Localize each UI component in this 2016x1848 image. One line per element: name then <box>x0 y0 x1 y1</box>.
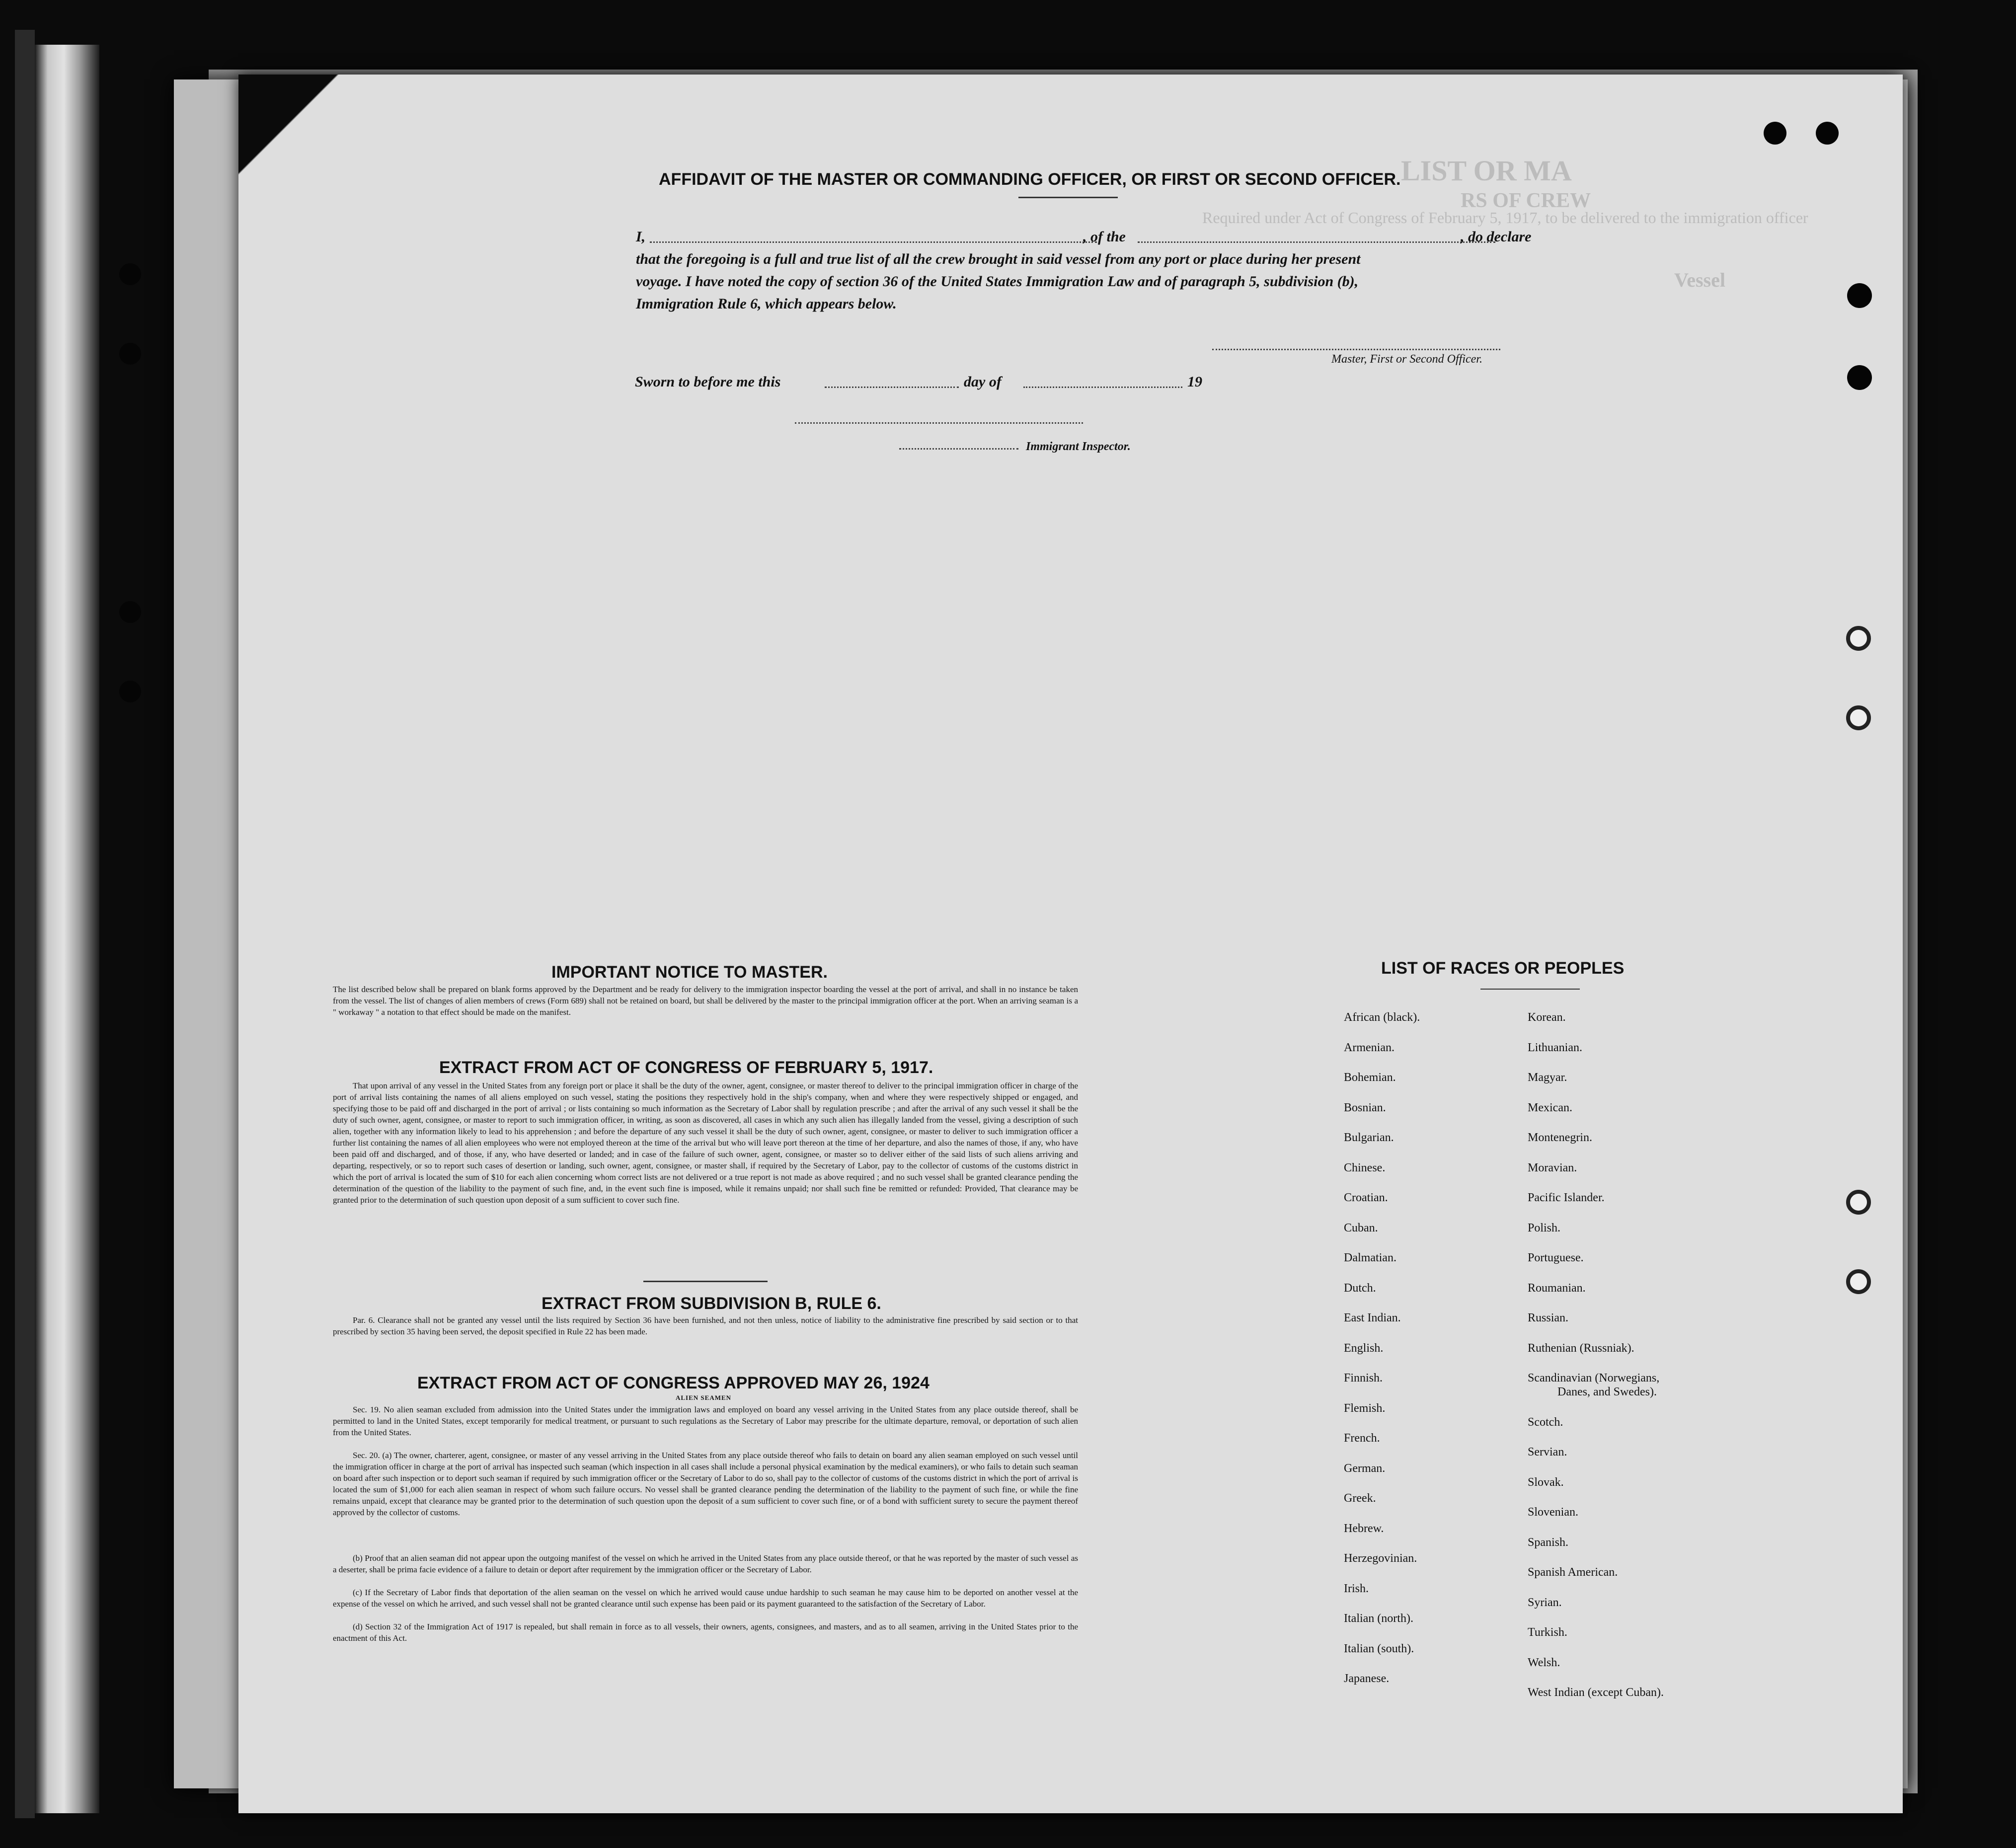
extract-rule6-title: EXTRACT FROM SUBDIVISION B, RULE 6. <box>542 1294 881 1313</box>
reinforcement-ring <box>1846 1269 1871 1294</box>
race-item: Welsh. <box>1528 1656 1560 1669</box>
extract-rule6-body: Par. 6. Clearance shall not be granted any vessel until the lists required by Section 36 have been furnished, and not then unless, notice of liability to the administrative fine prescribed by said section or to that prescribed by section 35 having been served, the deposit specified in Rule 22 has been made. <box>333 1315 1078 1336</box>
name-blank[interactable] <box>650 241 1097 243</box>
race-item: Bohemian. <box>1344 1071 1396 1084</box>
race-item: Slovak. <box>1528 1475 1564 1489</box>
race-item: Cuban. <box>1344 1221 1378 1234</box>
race-item: Bulgarian. <box>1344 1131 1394 1144</box>
vessel-blank[interactable] <box>1138 241 1495 243</box>
punch-hole <box>1847 283 1872 308</box>
race-item: Dalmatian. <box>1344 1251 1396 1264</box>
affidavit-of-the: , of the <box>1083 229 1126 245</box>
inspector-signature-line[interactable] <box>795 422 1083 424</box>
race-item: Irish. <box>1344 1582 1369 1595</box>
race-item: Polish. <box>1528 1221 1561 1234</box>
race-item: Scotch. <box>1528 1415 1563 1429</box>
race-item: Dutch. <box>1344 1281 1376 1295</box>
bleed-through-heading: LIST OR MA <box>1401 154 1572 187</box>
race-item: Spanish American. <box>1528 1566 1618 1579</box>
binder-spine <box>35 45 99 1813</box>
affidavit-line-4: Immigration Rule 6, which appears below. <box>636 296 897 312</box>
race-item: Lithuanian. <box>1528 1041 1582 1054</box>
race-item: Italian (north). <box>1344 1612 1413 1625</box>
race-item: Slovenian. <box>1528 1506 1578 1519</box>
race-item: Russian. <box>1528 1311 1569 1324</box>
race-item: English. <box>1344 1341 1384 1355</box>
race-item: Greek. <box>1344 1492 1376 1505</box>
section-divider <box>643 1281 768 1282</box>
race-item: Finnish. <box>1344 1372 1383 1385</box>
manifest-page <box>238 75 1903 1813</box>
affidavit-title: AFFIDAVIT OF THE MASTER OR COMMANDING OFFICER, OR FIRST OR SECOND OFFICER. <box>659 170 1401 189</box>
binder-edge <box>15 30 35 1818</box>
extract-1924-sec20b: (b) Proof that an alien seaman did not appear upon the outgoing manifest of the vessel on which he arrived in the United States from any place outside thereof, or that he was reported by the master of such vessel as a deserter, shall be prima facie evidence of a failure to detain or deport after requirement by the immigration officer or the Secretary of Labor. <box>333 1553 1078 1574</box>
races-title-underline <box>1480 989 1580 990</box>
reinforcement-ring <box>1846 705 1871 730</box>
torn-corner <box>238 75 348 184</box>
race-item: Pacific Islander. <box>1528 1191 1605 1204</box>
extract-1924-sec19: Sec. 19. No alien seaman excluded from admission into the United States under the immigration laws and employed on board any vessel arriving in the United States from any place outside thereof, shall be permitted to land in the United States, except temporarily for medical treatment, or pursuant to such regulations as the Secretary of Labor may prescribe for the ultimate departure, removal, or deportation of such alien from the United States. <box>333 1405 1078 1437</box>
punch-hole <box>1847 365 1872 390</box>
race-item: Armenian. <box>1344 1041 1395 1054</box>
inspector-name-line[interactable] <box>899 448 1018 450</box>
race-item: Montenegrin. <box>1528 1131 1592 1144</box>
sworn-day-blank[interactable] <box>825 386 959 388</box>
sworn-text: Sworn to before me this <box>635 374 781 390</box>
race-item: Hebrew. <box>1344 1522 1384 1535</box>
reinforcement-ring <box>1846 1190 1871 1215</box>
extract-1924-sec20d: (d) Section 32 of the Immigration Act of 1917 is repealed, but shall remain in force as to all vessels, their owners, agents, consignees, and masters, and as to all seamen, arriving in the United States prior to the enactment of this Act. <box>333 1622 1078 1643</box>
bleed-through-note: Required under Act of Congress of February 5, 1917, to be delivered to the immigration officer <box>1202 209 1808 227</box>
binder-hole <box>119 343 141 365</box>
race-item: Turkish. <box>1528 1626 1567 1639</box>
races-title: LIST OF RACES OR PEOPLES <box>1381 959 1625 978</box>
race-item: Ruthenian (Russniak). <box>1528 1341 1634 1355</box>
extract-1924-sec20c: (c) If the Secretary of Labor finds that deportation of the alien seaman on the vessel on which he arrived would cause undue hardship to such seaman he may cause him to be deported on another vessel at the expense of the vessel on which he arrived, and such vessel shall not be granted clearance until such expense has been paid or its payment guaranteed to the satisfaction of the Secretary of Labor. <box>333 1588 1078 1609</box>
extract-1924-title: EXTRACT FROM ACT OF CONGRESS APPROVED MAY 26, 1924 <box>417 1374 930 1392</box>
affidavit-i-label: I, <box>636 229 646 245</box>
affidavit-do-declare: , do declare <box>1461 229 1532 245</box>
notice-body: The list described below shall be prepared on blank forms approved by the Department and be ready for delivery to the immigration inspector boarding the vessel at the port of arrival, and shall in no instance be taken from the vessel. The list of changes of alien members of crews (Form 689) shall not be retained on board, but shall be delivered by the master to the principal immigration officer at the port. When an arriving seaman is a " workaway " a notation to that effect should be made on the manifest. <box>333 985 1078 1017</box>
race-item: Portuguese. <box>1528 1251 1584 1264</box>
title-underline <box>1018 197 1118 198</box>
race-item: Bosnian. <box>1344 1101 1386 1114</box>
sworn-year: 19 <box>1187 374 1202 390</box>
race-item: Moravian. <box>1528 1161 1577 1174</box>
affidavit-line-3: voyage. I have noted the copy of section 36 of the United States Immigration Law and of paragraph 5, subdivision (b), <box>636 273 1359 290</box>
race-item: Scandinavian (Norwegians, <box>1528 1372 1660 1385</box>
race-item: East Indian. <box>1344 1311 1401 1324</box>
officer-signature-caption: Master, First or Second Officer. <box>1331 353 1482 366</box>
race-item: Croatian. <box>1344 1191 1388 1204</box>
race-item: Mexican. <box>1528 1101 1572 1114</box>
extract-1924-sec20a: Sec. 20. (a) The owner, charterer, agent, consignee, or master of any vessel arriving in the United States from any place outside thereof who fails to detain on board any alien seaman employed on such vessel until the immigration officer in charge at the port of arrival has inspected such seaman (which inspection in all cases shall include a personal physical examination by the medical examiners), or who fails to detain such seaman on board after such inspection or to deport such seaman if required by such immigration officer or the Secretary of Labor to do so, shall pay to the collector of customs of the customs district in which the port of arrival is located the sum of $1,000 for each alien seaman in respect of whom such failure occurs. No vessel shall be granted clearance pending the determination of the liability to the payment of such fine, or while the fine remains unpaid, except that clearance may be granted prior to the determination of such question upon the deposit of a sum sufficient to cover such fine, or of a bond with sufficient surety to secure the payment thereof approved by the collector of customs. <box>333 1451 1078 1517</box>
bleed-through-vessel: Vessel <box>1674 269 1725 291</box>
binder-hole <box>119 681 141 702</box>
notice-title: IMPORTANT NOTICE TO MASTER. <box>551 963 828 982</box>
race-item: Servian. <box>1528 1446 1567 1459</box>
race-item: Magyar. <box>1528 1071 1567 1084</box>
extract-1917-body: That upon arrival of any vessel in the United States from any foreign port or place it shall be the duty of the owner, agent, consignee, or master thereof to deliver to the principal immigration officer in charge of the port of arrival lists containing the names of all aliens employed on such vessel, stating the positions they respectively hold in the ship's company, when and where they were respectively shipped or engaged, and specifying those to be paid off and discharged in the port of arrival ; or lists containing so much information as the Secretary of Labor shall by regulation prescribe ; and after the arrival of any such vessel it shall be the duty of such owner, agent, consignee, or master to report to such immigration officer, in writing, as soon as discovered, all cases in which any such alien has illegally landed from the vessel, giving a description of such alien, together with any information likely to lead to his apprehension ; and before the departure of any such vessel it shall be the duty of such owner, agent, consignee, or master to deliver to such immigration officer a further list containing the names of all alien employees who were not employed thereon at the time of the arrival but who will leave port thereon at the time of her departure, and also the names of those, if any, who have been paid off and discharged, and of those, if any, who have deserted or landed; and in case of the failure of such owner, agent, consignee, or master so to deliver either of the said lists of such aliens arriving and departing, respectively, or so to report such cases of desertion or landing, such owner, agent, consignee, or master shall, if required by the Secretary of Labor, pay to the collector of customs of the customs district in which the port of arrival is located the sum of $10 for each alien concerning whom correct lists are not delivered or a true report is not made as above required ; and no such vessel shall be granted clearance pending the determination of the question of the liability to the payment of such fine, and, in the event such fine is imposed, while it remains unpaid; nor shall such fine be remitted or refunded: Provided, That clearance may be granted prior to the determination of such question upon deposit of a sum sufficient to cover such fine. <box>333 1081 1078 1205</box>
race-item: Chinese. <box>1344 1161 1386 1174</box>
race-item: French. <box>1344 1432 1380 1445</box>
binder-hole <box>119 263 141 285</box>
officer-signature-line[interactable] <box>1212 349 1500 350</box>
race-item: African (black). <box>1344 1011 1420 1024</box>
binder-hole <box>119 601 141 623</box>
punch-hole <box>1816 122 1839 145</box>
race-item: West Indian (except Cuban). <box>1528 1686 1664 1699</box>
race-item: Herzegovinian. <box>1344 1552 1417 1565</box>
race-item: Roumanian. <box>1528 1281 1586 1295</box>
race-item: Syrian. <box>1528 1596 1562 1609</box>
race-item: Korean. <box>1528 1011 1566 1024</box>
sworn-day-of: day of <box>964 374 1002 390</box>
punch-hole <box>1764 122 1786 145</box>
inspector-caption: Immigrant Inspector. <box>1026 440 1131 453</box>
race-item: German. <box>1344 1462 1386 1475</box>
race-item: Japanese. <box>1344 1672 1390 1685</box>
reinforcement-ring <box>1846 626 1871 651</box>
race-item: Flemish. <box>1344 1401 1386 1415</box>
affidavit-line-2: that the foregoing is a full and true list of all the crew brought in said vessel from any port or place during her present <box>636 251 1361 267</box>
bleed-through-heading-tail: RS OF CREW <box>1461 189 1591 212</box>
extract-1924-subtitle: ALIEN SEAMEN <box>676 1394 732 1401</box>
sworn-month-blank[interactable] <box>1023 386 1182 388</box>
race-item: Spanish. <box>1528 1536 1569 1549</box>
race-item: Danes, and Swedes). <box>1557 1386 1657 1398</box>
race-item: Italian (south). <box>1344 1642 1414 1655</box>
extract-1917-title: EXTRACT FROM ACT OF CONGRESS OF FEBRUARY 5, 1917. <box>439 1058 933 1077</box>
